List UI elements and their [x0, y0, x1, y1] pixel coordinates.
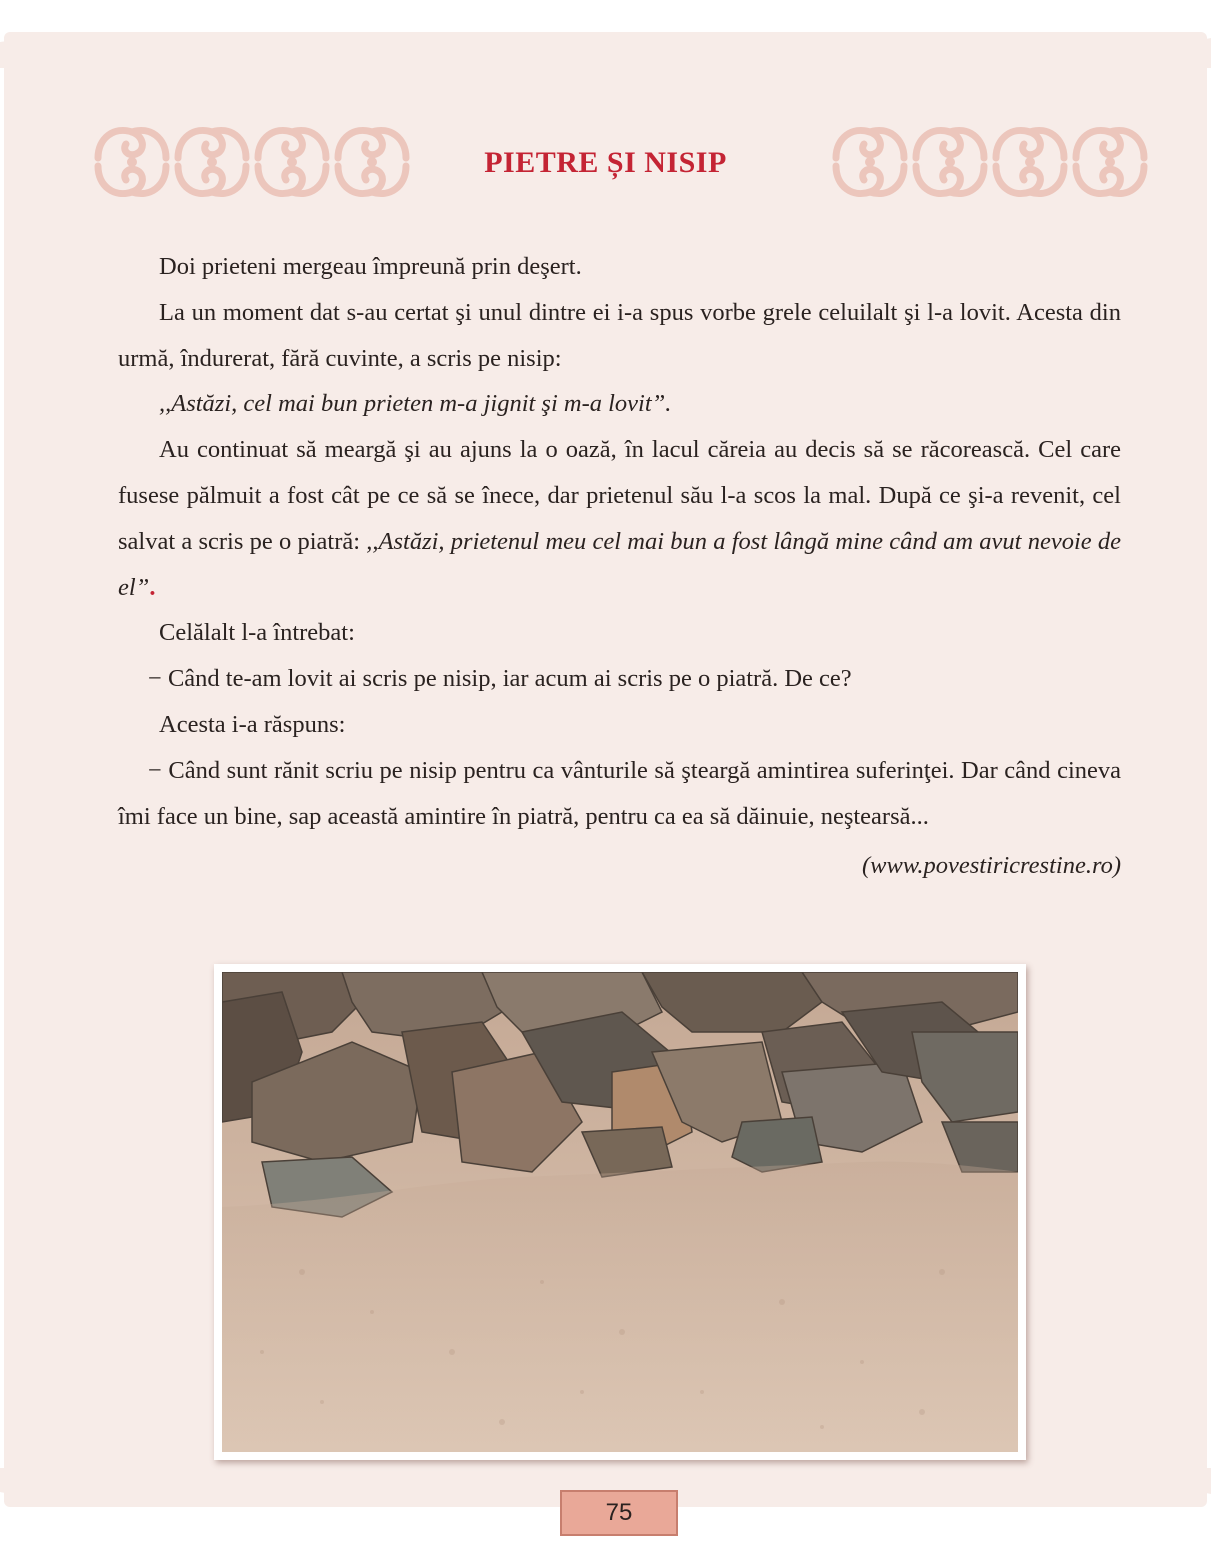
quote-sand: ,,Astăzi, cel mai bun prieten m-a jignit şi m-a lovit”. — [159, 390, 672, 418]
photo-frame — [214, 964, 1026, 1460]
story-text — [118, 244, 1121, 889]
source-citation: (www.povestiricrestine.ro) — [861, 852, 1121, 880]
paragraph-5: Celălalt l-a întrebat: — [159, 619, 355, 647]
paragraph-7: Acesta i-a răspuns: — [159, 710, 346, 738]
page-number: 75 — [560, 1490, 678, 1536]
page-title: PIETRE ȘI NISIP — [484, 146, 727, 179]
quote-stone: ,,Astăzi, prietenul meu cel mai bun a fost lângă mine când am avut nevoie de el” — [118, 527, 1122, 601]
quote-stone-end: . — [149, 573, 156, 601]
rocks-on-sand-photo — [222, 972, 1018, 1452]
dialogue-answer: − Când sunt rănit scriu pe nisip pentru ca vânturile să şteargă amintirea suferinţei. Dar când cineva îmi face un bine, sap această amintire în piatră, pentru ca ea să dăinuie, neştearsă... — [118, 756, 1121, 830]
dialogue-question: − Când te-am lovit ai scris pe nisip, iar acum ai scris pe o piatră. De ce? — [148, 665, 852, 693]
paragraph-4 — [118, 427, 1121, 610]
torn-top-edge — [0, 28, 1211, 68]
paragraph-1: Doi prieteni mergeau împreună prin deşert. — [159, 253, 582, 280]
paragraph-2: La un moment dat s-au certat şi unul dintre ei i-a spus vorbe grele celuilalt şi l-a lovit. Acesta din urmă, îndurerat, fără cuvinte, a scris pe nisip: — [118, 298, 1121, 372]
paragraph-4-text: Au continuat să meargă şi au ajuns la o oază, în lacul căreia au decis să se răcorească. Cel care fusese pălmuit a fost cât pe ce să se înece, dar prietenul său l-a scos la mal. După ce şi-a revenit, cel salvat a scris pe o piatră: — [118, 436, 1121, 555]
